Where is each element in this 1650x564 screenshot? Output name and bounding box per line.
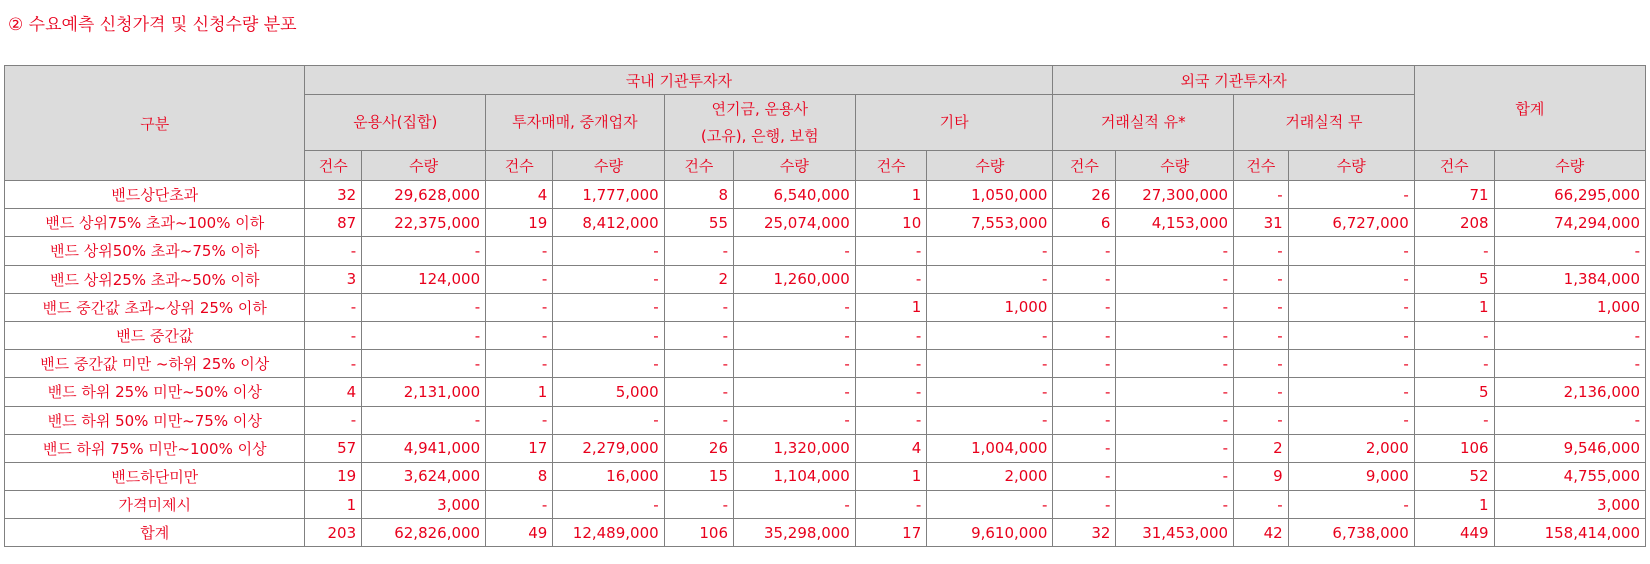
- cell-quantity: 6,727,000: [1288, 209, 1414, 237]
- cell-count: 2: [1234, 434, 1289, 462]
- row-label: 밴드하단미만: [5, 462, 305, 490]
- cell-count: -: [1053, 237, 1116, 265]
- cell-quantity: 2,131,000: [362, 378, 486, 406]
- cell-quantity: 4,941,000: [362, 434, 486, 462]
- row-label: 밴드 상위50% 초과~75% 이하: [5, 237, 305, 265]
- cell-count: 9: [1234, 462, 1289, 490]
- cell-quantity: -: [1494, 321, 1645, 349]
- cell-count: -: [1053, 406, 1116, 434]
- cell-quantity: -: [362, 321, 486, 349]
- header-count: 건수: [1053, 151, 1116, 181]
- header-quantity: 수량: [734, 151, 856, 181]
- cell-quantity: 66,295,000: [1494, 181, 1645, 209]
- header-group-pension-banks: 연기금, 운용사 (고유), 은행, 보험: [664, 95, 855, 151]
- cell-quantity: -: [1288, 293, 1414, 321]
- cell-quantity: -: [1116, 462, 1234, 490]
- header-count: 건수: [664, 151, 733, 181]
- cell-quantity: 7,553,000: [927, 209, 1053, 237]
- cell-quantity: -: [1116, 237, 1234, 265]
- cell-quantity: -: [362, 350, 486, 378]
- table-row: [5, 350, 1646, 378]
- cell-count: 26: [664, 434, 733, 462]
- cell-count: -: [486, 321, 553, 349]
- row-label: 밴드 하위 25% 미만~50% 이상: [5, 378, 305, 406]
- cell-count: -: [1053, 265, 1116, 293]
- cell-count: -: [1414, 321, 1494, 349]
- cell-count: -: [664, 293, 733, 321]
- cell-quantity: -: [1494, 237, 1645, 265]
- cell-count: 55: [664, 209, 733, 237]
- cell-count: -: [855, 491, 926, 519]
- cell-count: -: [1414, 237, 1494, 265]
- header-group-others: 기타: [855, 95, 1053, 151]
- cell-quantity: -: [1116, 406, 1234, 434]
- cell-quantity: 6,540,000: [734, 181, 856, 209]
- cell-count: 8: [664, 181, 733, 209]
- cell-quantity: 2,136,000: [1494, 378, 1645, 406]
- cell-quantity: 8,412,000: [553, 209, 664, 237]
- cell-count: 5: [1414, 265, 1494, 293]
- cell-count: -: [305, 237, 362, 265]
- cell-quantity: -: [1288, 491, 1414, 519]
- header-foreign-investors: 외국 기관투자자: [1053, 66, 1414, 95]
- cell-quantity: 1,320,000: [734, 434, 856, 462]
- cell-count: 57: [305, 434, 362, 462]
- cell-quantity: -: [553, 265, 664, 293]
- header-quantity: 수량: [1494, 151, 1645, 181]
- cell-count: 106: [664, 519, 733, 547]
- cell-count: 1: [1414, 491, 1494, 519]
- cell-count: 31: [1234, 209, 1289, 237]
- cell-quantity: -: [1116, 434, 1234, 462]
- cell-quantity: 1,104,000: [734, 462, 856, 490]
- table-row: [5, 265, 1646, 293]
- cell-count: -: [1234, 406, 1289, 434]
- cell-count: -: [1234, 491, 1289, 519]
- cell-count: -: [1414, 406, 1494, 434]
- cell-count: 449: [1414, 519, 1494, 547]
- table-row: [5, 293, 1646, 321]
- header-quantity: 수량: [1288, 151, 1414, 181]
- cell-quantity: -: [553, 406, 664, 434]
- cell-quantity: -: [553, 491, 664, 519]
- cell-quantity: 74,294,000: [1494, 209, 1645, 237]
- cell-quantity: 16,000: [553, 462, 664, 490]
- header-category: 구분: [5, 66, 305, 181]
- cell-count: -: [305, 350, 362, 378]
- header-quantity: 수량: [927, 151, 1053, 181]
- cell-quantity: -: [362, 237, 486, 265]
- header-group-asset-managers: 운용사(집합): [305, 95, 486, 151]
- cell-count: 71: [1414, 181, 1494, 209]
- cell-count: -: [664, 350, 733, 378]
- table-row: [5, 237, 1646, 265]
- cell-count: -: [1234, 350, 1289, 378]
- cell-quantity: 2,000: [927, 462, 1053, 490]
- cell-count: -: [664, 406, 733, 434]
- cell-count: -: [664, 491, 733, 519]
- cell-count: -: [486, 406, 553, 434]
- cell-count: 208: [1414, 209, 1494, 237]
- cell-quantity: -: [1116, 265, 1234, 293]
- cell-quantity: -: [1116, 350, 1234, 378]
- row-label: 밴드 하위 75% 미만~100% 이상: [5, 434, 305, 462]
- cell-count: 1: [305, 491, 362, 519]
- cell-count: -: [664, 321, 733, 349]
- cell-count: -: [1414, 350, 1494, 378]
- cell-quantity: 1,050,000: [927, 181, 1053, 209]
- header-count: 건수: [1234, 151, 1289, 181]
- cell-quantity: -: [553, 350, 664, 378]
- cell-quantity: 2,279,000: [553, 434, 664, 462]
- row-label: 밴드 하위 50% 미만~75% 이상: [5, 406, 305, 434]
- cell-count: 1: [1414, 293, 1494, 321]
- cell-quantity: -: [1288, 406, 1414, 434]
- cell-quantity: 3,000: [1494, 491, 1645, 519]
- cell-count: 4: [855, 434, 926, 462]
- cell-quantity: -: [734, 293, 856, 321]
- cell-quantity: -: [927, 350, 1053, 378]
- cell-quantity: 1,777,000: [553, 181, 664, 209]
- cell-quantity: -: [1494, 406, 1645, 434]
- cell-count: -: [486, 293, 553, 321]
- table-row: [5, 462, 1646, 490]
- cell-quantity: -: [1116, 321, 1234, 349]
- cell-quantity: 35,298,000: [734, 519, 856, 547]
- row-label: 밴드 상위25% 초과~50% 이하: [5, 265, 305, 293]
- cell-count: -: [1053, 491, 1116, 519]
- table-row: [5, 519, 1646, 547]
- cell-quantity: 158,414,000: [1494, 519, 1645, 547]
- cell-count: 3: [305, 265, 362, 293]
- table-row: [5, 181, 1646, 209]
- cell-quantity: 25,074,000: [734, 209, 856, 237]
- cell-count: 10: [855, 209, 926, 237]
- cell-count: 42: [1234, 519, 1289, 547]
- cell-quantity: -: [927, 491, 1053, 519]
- header-group-brokers: 투자매매, 중개업자: [486, 95, 665, 151]
- row-label: 밴드 중간값 미만 ~하위 25% 이상: [5, 350, 305, 378]
- cell-count: 15: [664, 462, 733, 490]
- cell-quantity: 1,000: [1494, 293, 1645, 321]
- cell-count: 5: [1414, 378, 1494, 406]
- cell-quantity: 62,826,000: [362, 519, 486, 547]
- cell-count: 4: [305, 378, 362, 406]
- cell-count: -: [1053, 462, 1116, 490]
- cell-quantity: 1,260,000: [734, 265, 856, 293]
- table-row: [5, 491, 1646, 519]
- cell-quantity: -: [1288, 265, 1414, 293]
- table-row: [5, 378, 1646, 406]
- cell-count: 32: [1053, 519, 1116, 547]
- cell-count: -: [486, 237, 553, 265]
- cell-count: -: [1053, 293, 1116, 321]
- cell-quantity: -: [927, 321, 1053, 349]
- table-row: [5, 321, 1646, 349]
- cell-count: -: [1234, 265, 1289, 293]
- cell-count: 19: [486, 209, 553, 237]
- cell-count: 52: [1414, 462, 1494, 490]
- cell-count: -: [1234, 378, 1289, 406]
- cell-quantity: -: [1288, 378, 1414, 406]
- header-quantity: 수량: [362, 151, 486, 181]
- cell-quantity: -: [1116, 293, 1234, 321]
- cell-count: -: [855, 406, 926, 434]
- cell-quantity: 6,738,000: [1288, 519, 1414, 547]
- cell-quantity: 2,000: [1288, 434, 1414, 462]
- cell-quantity: -: [553, 321, 664, 349]
- cell-quantity: -: [734, 350, 856, 378]
- header-count: 건수: [305, 151, 362, 181]
- cell-count: 1: [855, 181, 926, 209]
- cell-count: 4: [486, 181, 553, 209]
- cell-count: 6: [1053, 209, 1116, 237]
- cell-count: 87: [305, 209, 362, 237]
- demand-forecast-distribution-table: [4, 65, 1646, 547]
- row-label: 밴드 상위75% 초과~100% 이하: [5, 209, 305, 237]
- header-quantity: 수량: [1116, 151, 1234, 181]
- cell-count: -: [1234, 237, 1289, 265]
- cell-count: -: [1234, 321, 1289, 349]
- cell-quantity: 12,489,000: [553, 519, 664, 547]
- cell-quantity: -: [553, 237, 664, 265]
- cell-quantity: -: [362, 293, 486, 321]
- header-count: 건수: [855, 151, 926, 181]
- cell-quantity: 29,628,000: [362, 181, 486, 209]
- header-count: 건수: [1414, 151, 1494, 181]
- cell-count: -: [305, 321, 362, 349]
- cell-count: -: [1053, 321, 1116, 349]
- cell-count: -: [486, 265, 553, 293]
- cell-count: 8: [486, 462, 553, 490]
- cell-count: -: [1234, 293, 1289, 321]
- cell-quantity: 3,000: [362, 491, 486, 519]
- cell-quantity: -: [1288, 237, 1414, 265]
- cell-count: -: [855, 321, 926, 349]
- row-label: 가격미제시: [5, 491, 305, 519]
- cell-count: -: [1053, 378, 1116, 406]
- cell-count: 2: [664, 265, 733, 293]
- cell-quantity: 1,000: [927, 293, 1053, 321]
- cell-quantity: 1,384,000: [1494, 265, 1645, 293]
- cell-count: -: [486, 491, 553, 519]
- cell-quantity: 124,000: [362, 265, 486, 293]
- cell-quantity: 31,453,000: [1116, 519, 1234, 547]
- header-total: 합계: [1414, 66, 1645, 151]
- cell-quantity: -: [1116, 491, 1234, 519]
- cell-quantity: 4,153,000: [1116, 209, 1234, 237]
- header-row-1: [5, 66, 1646, 95]
- cell-quantity: -: [734, 406, 856, 434]
- cell-quantity: -: [927, 237, 1053, 265]
- cell-quantity: -: [734, 321, 856, 349]
- cell-quantity: -: [1494, 350, 1645, 378]
- cell-count: -: [1234, 181, 1289, 209]
- cell-quantity: -: [927, 265, 1053, 293]
- cell-quantity: -: [927, 406, 1053, 434]
- header-quantity: 수량: [553, 151, 664, 181]
- cell-count: 106: [1414, 434, 1494, 462]
- cell-quantity: -: [927, 378, 1053, 406]
- cell-quantity: -: [1288, 181, 1414, 209]
- cell-quantity: 1,004,000: [927, 434, 1053, 462]
- cell-quantity: 9,000: [1288, 462, 1414, 490]
- row-label: 밴드 중간값: [5, 321, 305, 349]
- cell-quantity: -: [1288, 350, 1414, 378]
- cell-count: 1: [486, 378, 553, 406]
- table-row: [5, 209, 1646, 237]
- cell-count: 19: [305, 462, 362, 490]
- cell-count: -: [1053, 350, 1116, 378]
- header-count: 건수: [486, 151, 553, 181]
- row-label: 밴드상단초과: [5, 181, 305, 209]
- cell-count: 1: [855, 293, 926, 321]
- cell-count: -: [855, 237, 926, 265]
- cell-quantity: 4,755,000: [1494, 462, 1645, 490]
- cell-count: -: [855, 378, 926, 406]
- cell-quantity: -: [1288, 321, 1414, 349]
- cell-count: 32: [305, 181, 362, 209]
- cell-quantity: -: [362, 406, 486, 434]
- cell-quantity: -: [734, 378, 856, 406]
- row-label: 밴드 중간값 초과~상위 25% 이하: [5, 293, 305, 321]
- cell-quantity: -: [734, 491, 856, 519]
- header-group-with-track-record: 거래실적 유*: [1053, 95, 1234, 151]
- cell-count: 49: [486, 519, 553, 547]
- header-group-without-track-record: 거래실적 무: [1234, 95, 1415, 151]
- cell-count: -: [486, 350, 553, 378]
- cell-quantity: 27,300,000: [1116, 181, 1234, 209]
- cell-count: -: [1053, 434, 1116, 462]
- cell-count: 1: [855, 462, 926, 490]
- cell-quantity: 5,000: [553, 378, 664, 406]
- cell-quantity: 3,624,000: [362, 462, 486, 490]
- cell-count: -: [855, 265, 926, 293]
- cell-quantity: -: [1116, 378, 1234, 406]
- cell-count: -: [305, 293, 362, 321]
- cell-count: -: [664, 237, 733, 265]
- section-title: ② 수요예측 신청가격 및 신청수량 분포: [8, 15, 297, 35]
- cell-quantity: -: [553, 293, 664, 321]
- cell-count: 203: [305, 519, 362, 547]
- cell-quantity: 9,546,000: [1494, 434, 1645, 462]
- cell-quantity: 22,375,000: [362, 209, 486, 237]
- table-row: [5, 434, 1646, 462]
- table-row: [5, 406, 1646, 434]
- cell-count: 17: [486, 434, 553, 462]
- cell-count: 17: [855, 519, 926, 547]
- cell-count: 26: [1053, 181, 1116, 209]
- cell-quantity: 9,610,000: [927, 519, 1053, 547]
- cell-quantity: -: [734, 237, 856, 265]
- cell-count: -: [305, 406, 362, 434]
- header-domestic-investors: 국내 기관투자자: [305, 66, 1053, 95]
- cell-count: -: [664, 378, 733, 406]
- cell-count: -: [855, 350, 926, 378]
- row-label: 합계: [5, 519, 305, 547]
